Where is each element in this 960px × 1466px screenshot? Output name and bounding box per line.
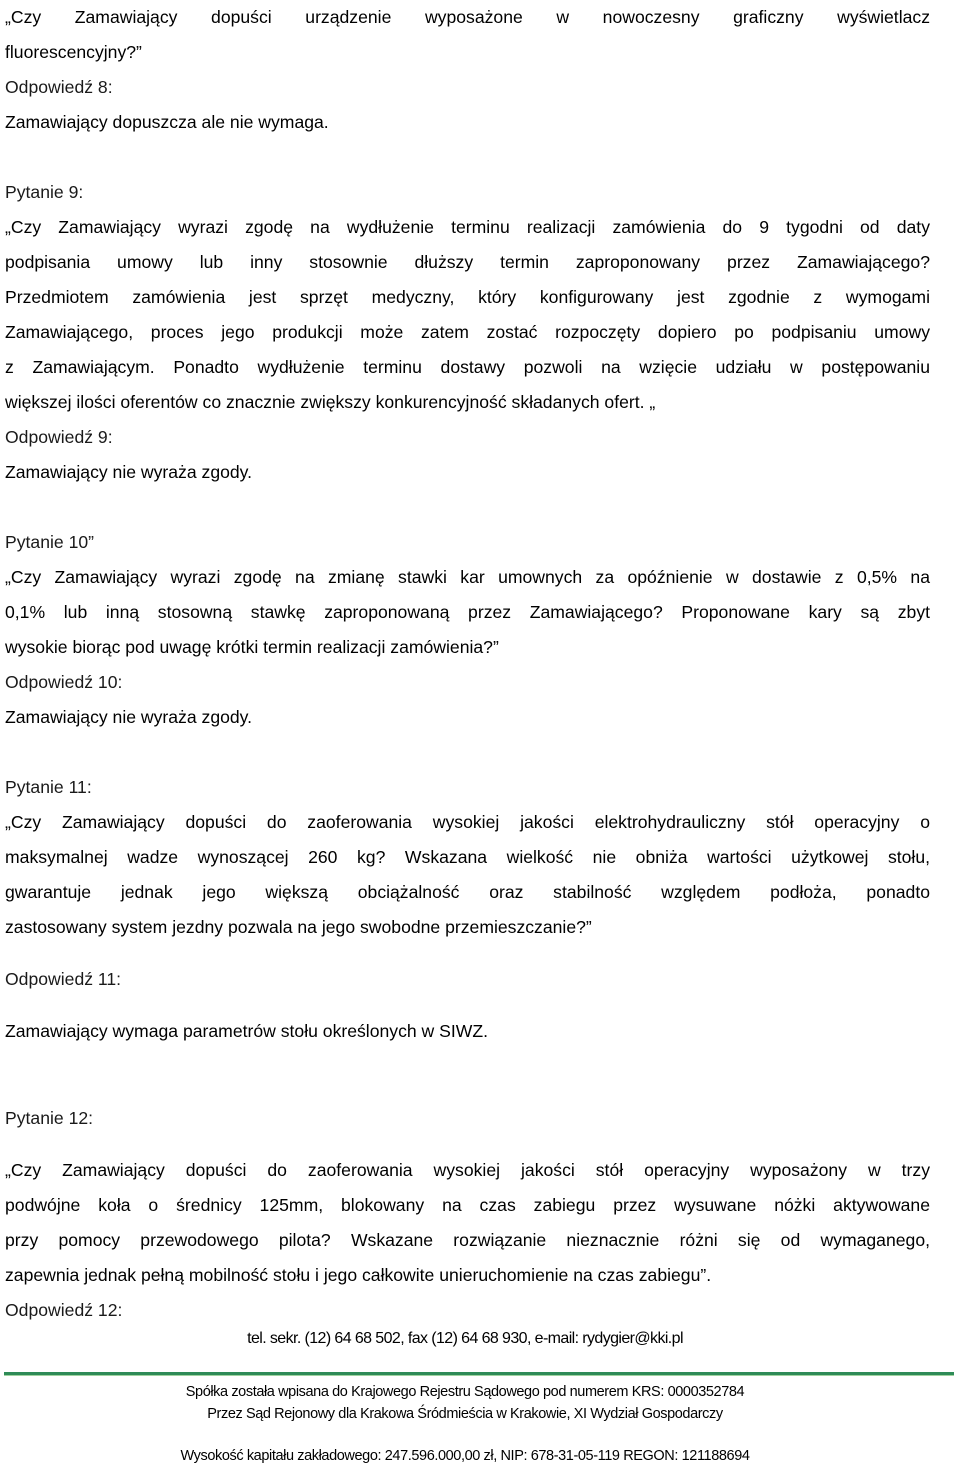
answer-10-text: Zamawiający nie wyraża zgody. (5, 707, 253, 727)
question-12-line-1: „Czy Zamawiający dopuści do zaoferowania wysokiej jakości stół operacyjny wyposażony w trzy (5, 1160, 930, 1180)
question-8-line-2: fluorescencyjny?” (5, 42, 142, 62)
footer-contact: tel. sekr. (12) 64 68 502, fax (12) 64 68 930, e-mail: rydygier@kki.pl (247, 1330, 683, 1347)
footer-krs: Spółka została wpisana do Krajowego Rejestru Sądowego pod numerem KRS: 0000352784 (185, 1384, 745, 1400)
spacer (5, 1136, 930, 1153)
question-12-line-4: zapewnia jednak pełną mobilność stołu i jego całkowite unieruchomienie na czas zabiegu”. (5, 1265, 712, 1285)
question-11-line-3: gwarantuje jednak jego większą obciążalność oraz stabilność względem podłoża, ponadto (5, 882, 930, 902)
question-9-line-3: Przedmiotem zamówienia jest sprzęt medyczny, który konfigurowany jest zgodnie z wymogami (5, 287, 930, 307)
question-10-line-1: „Czy Zamawiający wyrazi zgodę na zmianę stawki kar umownych za opóźnienie w dostawie z 0,5% na (5, 567, 930, 587)
question-9-line-5: z Zamawiającym. Ponadto wydłużenie terminu dostawy pozwoli na wzięcie udziału w postępowaniu (5, 357, 930, 377)
question-8-line-1: „Czy Zamawiający dopuści urządzenie wyposażone w nowoczesny graficzny wyświetlacz (5, 7, 930, 27)
spacer (5, 1084, 930, 1101)
spacer (5, 1049, 930, 1084)
question-10-heading: Pytanie 10” (5, 532, 94, 552)
question-11-heading: Pytanie 11: (5, 777, 92, 797)
answer-12-heading: Odpowiedź 12: (5, 1300, 123, 1320)
question-12-line-2: podwójne koła o średnicy 125mm, blokowany na czas zabiegu przez wysuwane nóżki aktywowane (5, 1195, 930, 1215)
spacer (5, 997, 930, 1014)
question-12-heading: Pytanie 12: (5, 1108, 94, 1128)
answer-9-heading: Odpowiedź 9: (5, 427, 113, 447)
question-11-line-1: „Czy Zamawiający dopuści do zaoferowania wysokiej jakości elektrohydrauliczny stół operacyjny o (5, 812, 930, 832)
footer-capital: Wysokość kapitału zakładowego: 247.596.000,00 zł, NIP: 678-31-05-119 REGON: 121188694 (180, 1448, 750, 1464)
footer-court: Przez Sąd Rejonowy dla Krakowa Śródmieścia w Krakowie, XI Wydział Gospodarczy (207, 1406, 723, 1422)
question-9-heading: Pytanie 9: (5, 182, 84, 202)
question-9-line-6: większej ilości oferentów co znacznie zwiększy konkurencyjność składanych ofert. „ (5, 392, 656, 412)
answer-8-text: Zamawiający dopuszcza ale nie wymaga. (5, 112, 329, 132)
question-10-line-2: 0,1% lub inną stosowną stawkę zaproponowaną przez Zamawiającego? Proponowane kary są zbyt (5, 602, 930, 622)
answer-8-heading: Odpowiedź 8: (5, 77, 113, 97)
answer-11-text: Zamawiający wymaga parametrów stołu określonych w SIWZ. (5, 1021, 489, 1041)
question-9-line-4: Zamawiającego, proces jego produkcji może zatem zostać rozpoczęty dopiero po podpisaniu umowy (5, 322, 930, 342)
spacer (5, 945, 930, 962)
spacer (5, 735, 930, 770)
spacer (5, 140, 930, 175)
answer-11-heading: Odpowiedź 11: (5, 969, 122, 989)
spacer (5, 490, 930, 525)
question-11-line-4: zastosowany system jezdny pozwala na jego swobodne przemieszczanie?” (5, 917, 592, 937)
question-9-line-2: podpisania umowy lub inny stosownie dłuższy termin zaproponowany przez Zamawiającego? (5, 252, 930, 272)
question-11-line-2: maksymalnej wadze wynoszącej 260 kg? Wskazana wielkość nie obniża wartości użytkowej stołu, (5, 847, 930, 867)
answer-10-heading: Odpowiedź 10: (5, 672, 123, 692)
question-12-line-3: przy pomocy przewodowego pilota? Wskazane rozwiązanie nieznacznie różni się od wymaganego, (5, 1230, 930, 1250)
question-10-line-3: wysokie biorąc pod uwagę krótki termin realizacji zamówienia?” (5, 637, 499, 657)
question-9-line-1: „Czy Zamawiający wyrazi zgodę na wydłużenie terminu realizacji zamówienia do 9 tygodni od daty (5, 217, 930, 237)
footer-divider (4, 1372, 954, 1376)
answer-9-text: Zamawiający nie wyraża zgody. (5, 462, 253, 482)
